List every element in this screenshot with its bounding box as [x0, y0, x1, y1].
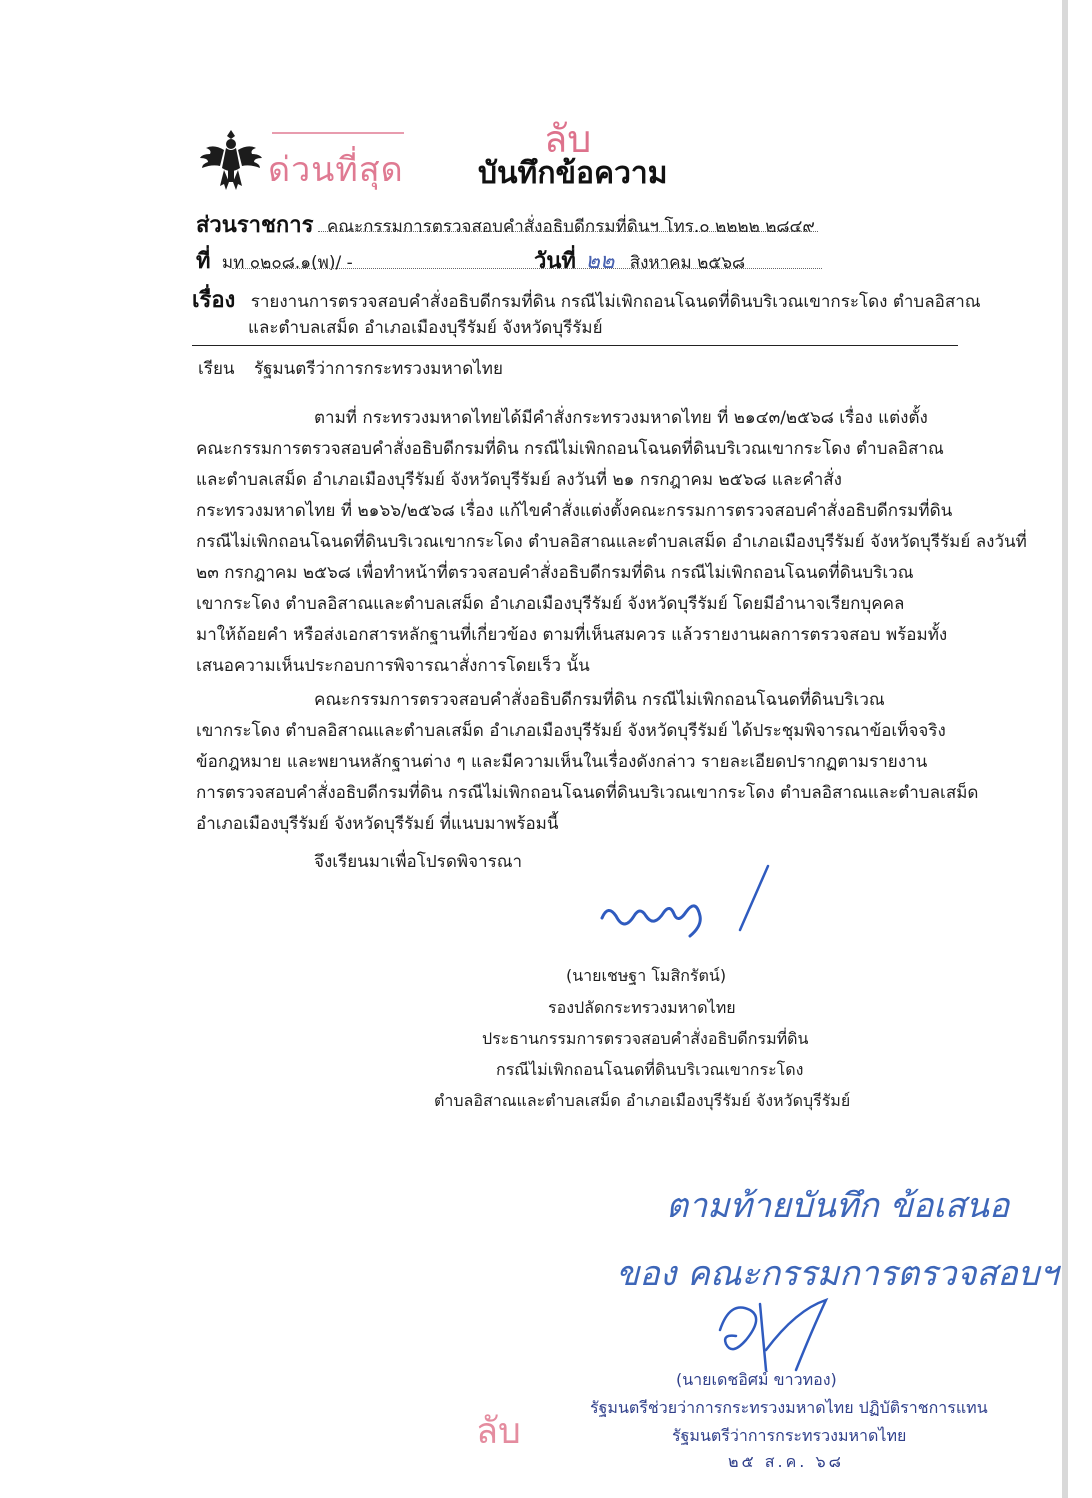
subject-line-1: รายงานการตรวจสอบคำสั่งอธิบดีกรมที่ดิน กรณีไม่เพิกถอนโฉนดที่ดินบริเวณเขากระโดง ตำบลอิสาณ — [250, 292, 981, 312]
subject-line-2: และตำบลเสม็ด อำเภอเมืองบุรีรัมย์ จังหวัดบุรีรัมย์ — [248, 318, 603, 338]
salutation-row — [198, 355, 503, 382]
paragraph1-line: ๒๓ กรกฎาคม ๒๕๖๘ เพื่อทำหน้าที่ตรวจสอบคำสั่งอธิบดีกรมที่ดิน กรณีไม่เพิกถอนโฉนดที่ดินบริเวณ — [196, 563, 914, 583]
salutation-label: เรียน — [198, 359, 235, 379]
reference-dotted-line — [232, 268, 822, 269]
secret-stamp-bottom: ลับ — [476, 1411, 521, 1452]
date-month-year: สิงหาคม ๒๕๖๘ — [629, 253, 746, 273]
urgent-stamp-underline — [272, 132, 404, 134]
handwritten-note-line1: ตามท้ายบันทึก ข้อเสนอ — [666, 1186, 1010, 1226]
paragraph2-line: อำเภอเมืองบุรีรัมย์ จังหวัดบุรีรัมย์ ที่แนบมาพร้อมนี้ — [196, 814, 559, 834]
signature-chetta-icon — [590, 860, 790, 960]
urgent-stamp: ด่วนที่สุด — [268, 150, 404, 190]
handwritten-note-line2: ของ คณะกรรมการตรวจสอบฯ — [616, 1254, 1059, 1294]
signature-dechit-icon — [700, 1290, 880, 1380]
agency-row — [196, 207, 815, 242]
paragraph1-line: ตามที่ กระทรวงมหาดไทยได้มีคำสั่งกระทรวงมหาดไทย ที่ ๒๑๔๓/๒๕๖๘ เรื่อง แต่งตั้ง — [314, 408, 928, 428]
closing-text: จึงเรียนมาเพื่อโปรดพิจารณา — [314, 852, 523, 872]
date-label: วันที่ — [534, 249, 576, 274]
date-day: ๒๒ — [585, 249, 615, 274]
reference-value: มท ๐๒๐๘.๑(พ)/ - — [221, 253, 353, 273]
paragraph1-line: กรณีไม่เพิกถอนโฉนดที่ดินบริเวณเขากระโดง ตำบลอิสาณและตำบลเสม็ด อำเภอเมืองบุรีรัมย์ จังหวัดบุรีรัมย์ ลงวันที่ — [196, 532, 1027, 552]
subject-label: เรื่อง — [192, 288, 236, 313]
agency-label: ส่วนราชการ — [196, 213, 314, 238]
signer-position: ประธานกรรมการตรวจสอบคำสั่งอธิบดีกรมที่ดิน — [482, 1029, 809, 1048]
paragraph2-line: การตรวจสอบคำสั่งอธิบดีกรมที่ดิน กรณีไม่เพิกถอนโฉนดที่ดินบริเวณเขากระโดง ตำบลอิสาณและตำบลเสม็ด — [196, 783, 979, 803]
paragraph1-line: กระทรวงมหาดไทย ที่ ๒๑๖๖/๒๕๖๘ เรื่อง แก้ไขคำสั่งแต่งตั้งคณะกรรมการตรวจสอบคำสั่งอธิบดีกรมที่ดิน — [196, 501, 953, 521]
signer-position: กรณีไม่เพิกถอนโฉนดที่ดินบริเวณเขากระโดง — [496, 1060, 804, 1079]
garuda-emblem-icon — [198, 126, 264, 196]
memo-title: บันทึกข้อความ — [478, 156, 668, 191]
agency-value: คณะกรรมการตรวจสอบคำสั่งอธิบดีกรมที่ดินฯ โทร.๐ ๒๒๒๒ ๒๘๔๙ — [326, 217, 815, 237]
paragraph2-line: เขากระโดง ตำบลอิสาณและตำบลเสม็ด อำเภอเมืองบุรีรัมย์ จังหวัดบุรีรัมย์ ได้ประชุมพิจารณาข้อเท็จจริง — [196, 721, 946, 741]
date-row — [534, 243, 745, 278]
minister-position: รัฐมนตรีว่าการกระทรวงมหาดไทย — [672, 1426, 907, 1445]
paragraph1-line: และตำบลเสม็ด อำเภอเมืองบุรีรัมย์ จังหวัดบุรีรัมย์ ลงวันที่ ๒๑ กรกฎาคม ๒๕๖๘ และคำสั่ง — [196, 470, 842, 490]
minister-position: รัฐมนตรีช่วยว่าการกระทรวงมหาดไทย ปฏิบัติราชการแทน — [590, 1398, 988, 1417]
minister-name: (นายเดชอิศม์ ขาวทอง) — [676, 1370, 837, 1389]
header-divider — [192, 345, 958, 346]
signer-position: รองปลัดกระทรวงมหาดไทย — [548, 998, 736, 1017]
minister-date: ๒๕ ส.ค. ๖๘ — [728, 1452, 844, 1471]
agency-dotted-line — [318, 231, 818, 232]
paragraph1-line: เสนอความเห็นประกอบการพิจารณาสั่งการโดยเร็ว นั้น — [196, 656, 590, 676]
salutation-value: รัฐมนตรีว่าการกระทรวงมหาดไทย — [253, 359, 503, 379]
reference-row — [196, 243, 353, 278]
paragraph1-line: มาให้ถ้อยคำ หรือส่งเอกสารหลักฐานที่เกี่ยวข้อง ตามที่เห็นสมควร แล้วรายงานผลการตรวจสอบ พร้อมทั้ง — [196, 625, 948, 645]
paragraph2-line: คณะกรรมการตรวจสอบคำสั่งอธิบดีกรมที่ดิน กรณีไม่เพิกถอนโฉนดที่ดินบริเวณ — [314, 690, 885, 710]
reference-label: ที่ — [196, 249, 211, 274]
secret-stamp-top: ลับ — [544, 117, 592, 161]
paragraph1-line: เขากระโดง ตำบลอิสาณและตำบลเสม็ด อำเภอเมืองบุรีรัมย์ จังหวัดบุรีรัมย์ โดยมีอำนาจเรียกบุคคล — [196, 594, 905, 614]
paragraph1-line: คณะกรรมการตรวจสอบคำสั่งอธิบดีกรมที่ดิน กรณีไม่เพิกถอนโฉนดที่ดินบริเวณเขากระโดง ตำบลอิสาณ — [196, 439, 944, 459]
paragraph2-line: ข้อกฎหมาย และพยานหลักฐานต่าง ๆ และมีความเห็นในเรื่องดังกล่าว รายละเอียดปรากฏตามรายงาน — [196, 752, 928, 772]
page-edge — [1062, 0, 1068, 1498]
subject-row — [192, 282, 981, 317]
signer-name: (นายเชษฐา โมสิกรัตน์) — [566, 966, 727, 985]
signer-position: ตำบลอิสาณและตำบลเสม็ด อำเภอเมืองบุรีรัมย์ จังหวัดบุรีรัมย์ — [434, 1091, 851, 1110]
